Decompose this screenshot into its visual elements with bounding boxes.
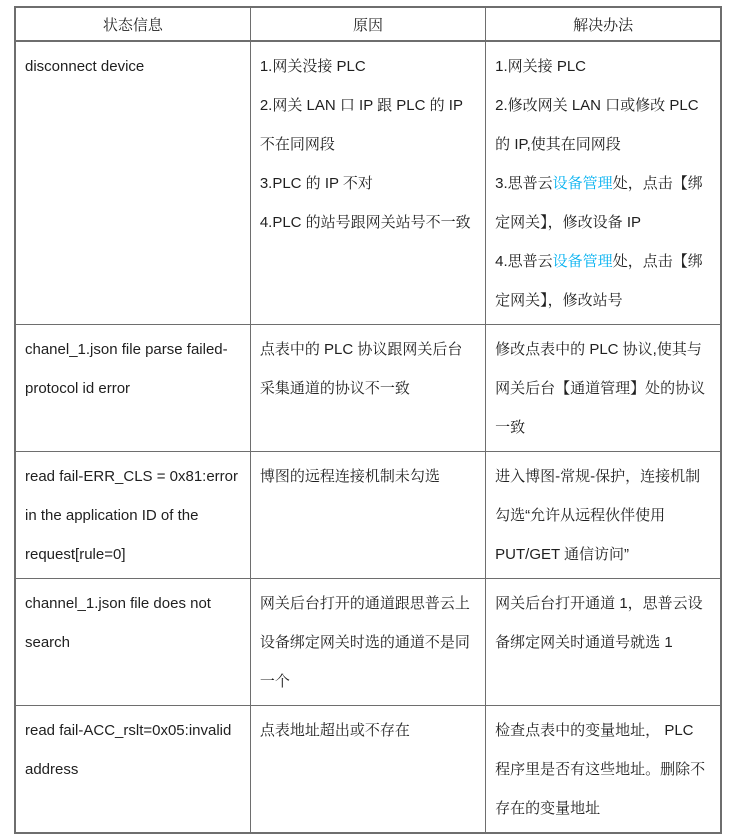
- cause-cell: [250, 706, 485, 834]
- cause-cell: [250, 452, 485, 579]
- cell-paragraph: 博图的远程连接机制未勾选: [259, 468, 440, 485]
- cell-paragraph: 1.网关没接 PLC: [259, 58, 366, 75]
- status-cell: [15, 706, 250, 834]
- table-row: [15, 325, 721, 452]
- cell-paragraph: 网关后台打开的通道跟思普云上设备绑定网关时选的通道不是同一个: [259, 595, 470, 690]
- status-cell: [15, 452, 250, 579]
- text-run: 3.思普云: [495, 175, 553, 192]
- table-row: [15, 452, 721, 579]
- cell-paragraph: 点表地址超出或不存在: [259, 722, 410, 739]
- cell-paragraph: 4.PLC 的站号跟网关站号不一致: [259, 214, 471, 231]
- solution-cell: [486, 452, 721, 579]
- cell-paragraph: [495, 164, 711, 242]
- solution-cell: [486, 325, 721, 452]
- solution-cell: [486, 579, 721, 706]
- cell-paragraph: 2.修改网关 LAN 口或修改 PLC 的 IP,使其在同网段: [495, 97, 699, 153]
- header-status: 状态信息: [15, 7, 250, 41]
- table-row: [15, 41, 721, 325]
- cause-cell: [250, 325, 485, 452]
- cell-paragraph: disconnect device: [25, 58, 145, 75]
- cell-paragraph: channel_1.json file does not search: [25, 595, 211, 651]
- troubleshooting-table: [14, 6, 722, 834]
- cell-paragraph: 2.网关 LAN 口 IP 跟 PLC 的 IP 不在同网段: [259, 97, 463, 153]
- status-cell: [15, 325, 250, 452]
- cell-paragraph: [495, 242, 711, 320]
- highlighted-text: 设备管理: [552, 175, 613, 192]
- header-solution: 解决办法: [486, 7, 721, 41]
- cell-paragraph: 3.PLC 的 IP 不对: [259, 175, 373, 192]
- cell-paragraph: 1.网关接 PLC: [495, 58, 587, 75]
- table-header: [15, 7, 721, 41]
- table-row: [15, 706, 721, 834]
- cell-paragraph: 进入博图-常规-保护，连接机制勾选“允许从远程伙伴使用 PUT/GET 通信访问”: [495, 468, 701, 563]
- status-cell: [15, 41, 250, 325]
- text-run: 处，点击【绑定网关】，修改站号: [495, 253, 703, 309]
- cell-paragraph: chanel_1.json file parse failed-protocol id error: [25, 341, 228, 397]
- cause-cell: [250, 579, 485, 706]
- cell-paragraph: 修改点表中的 PLC 协议,使其与网关后台【通道管理】处的协议一致: [495, 341, 706, 436]
- cell-paragraph: 网关后台打开通道 1，思普云设备绑定网关时通道号就选 1: [495, 595, 703, 651]
- solution-cell: [486, 706, 721, 834]
- highlighted-text: 设备管理: [552, 253, 613, 270]
- text-run: 4.思普云: [495, 253, 553, 270]
- status-cell: [15, 579, 250, 706]
- text-run: 处，点击【绑定网关】，修改设备 IP: [495, 175, 703, 231]
- table-row: [15, 579, 721, 706]
- cell-paragraph: read fail-ACC_rslt=0x05:invalid address: [25, 722, 232, 778]
- cell-paragraph: read fail-ERR_CLS = 0x81:error in the application ID of the request[rule=0]: [25, 468, 239, 563]
- cause-cell: [250, 41, 485, 325]
- solution-cell: [486, 41, 721, 325]
- header-row: [15, 7, 721, 41]
- cell-paragraph: 检查点表中的变量地址， PLC 程序里是否有这些地址。删除不存在的变量地址: [495, 722, 706, 817]
- cell-paragraph: 点表中的 PLC 协议跟网关后台采集通道的协议不一致: [259, 341, 463, 397]
- table-body: [15, 41, 721, 833]
- header-cause: 原因: [250, 7, 485, 41]
